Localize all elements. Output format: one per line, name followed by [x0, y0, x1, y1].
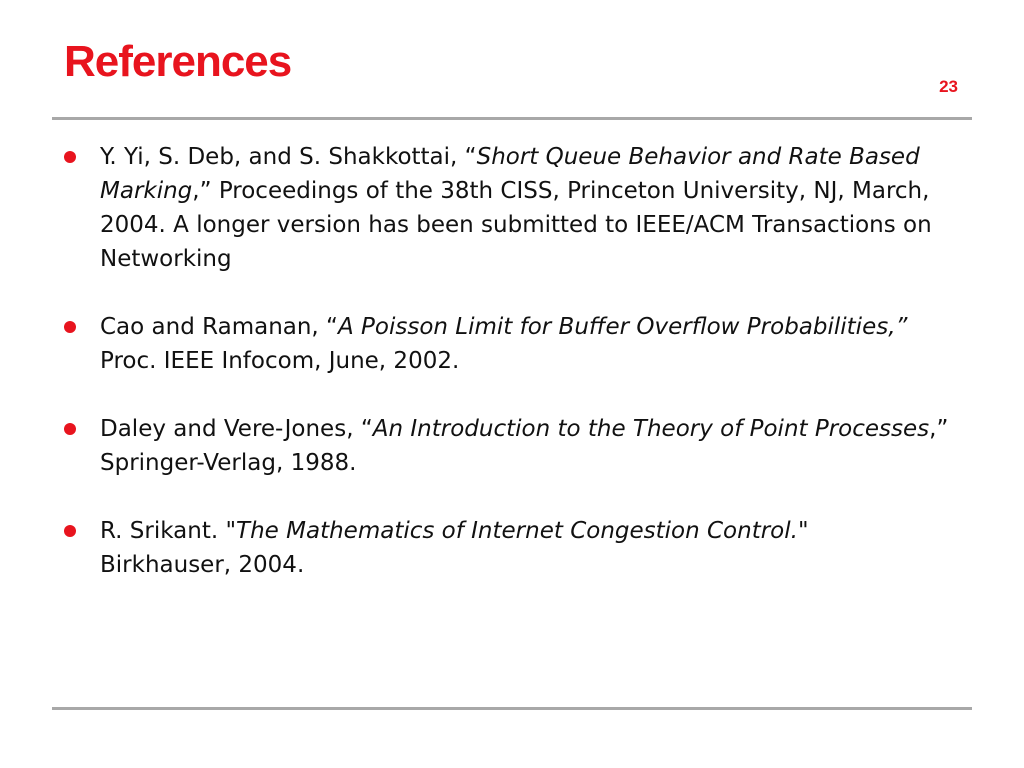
reference-authors: R. Srikant.	[100, 518, 226, 544]
bullet-icon	[64, 321, 76, 333]
reference-title: "The Mathematics of Internet Congestion Control."	[225, 518, 809, 544]
page-number: 23	[939, 77, 958, 96]
bullet-icon	[64, 151, 76, 163]
reference-details: Birkhauser, 2004.	[100, 552, 305, 578]
reference-details: Proc. IEEE Infocom, June, 2002.	[100, 314, 923, 374]
reference-title: A Poisson Limit for Buffer Overflow Probabilities,”	[337, 314, 908, 340]
reference-authors: Y. Yi, S. Deb, and S. Shakkottai, “	[100, 144, 477, 170]
reference-details: ,” Proceedings of the 38th CISS, Princeton University, NJ, March, 2004. A longer version has been submitted to IEEE/ACM Transactions on Networking	[100, 178, 932, 272]
reference-authors: Cao and Ramanan, “	[100, 314, 338, 340]
reference-item	[60, 310, 960, 378]
reference-details: ,” Springer-Verlag, 1988.	[100, 416, 949, 476]
reference-authors: Daley and Vere-Jones, “	[100, 416, 373, 442]
bullet-icon	[64, 423, 76, 435]
reference-item	[60, 412, 960, 480]
reference-title: Short Queue Behavior and Rate Based Marking	[100, 144, 920, 204]
reference-title: An Introduction to the Theory of Point Processes	[372, 416, 930, 442]
reference-list	[60, 140, 960, 616]
top-divider	[52, 117, 972, 120]
reference-item	[60, 514, 960, 582]
bottom-divider	[52, 707, 972, 710]
bullet-icon	[64, 525, 76, 537]
slide-title: References	[64, 37, 292, 86]
reference-item	[60, 140, 960, 276]
